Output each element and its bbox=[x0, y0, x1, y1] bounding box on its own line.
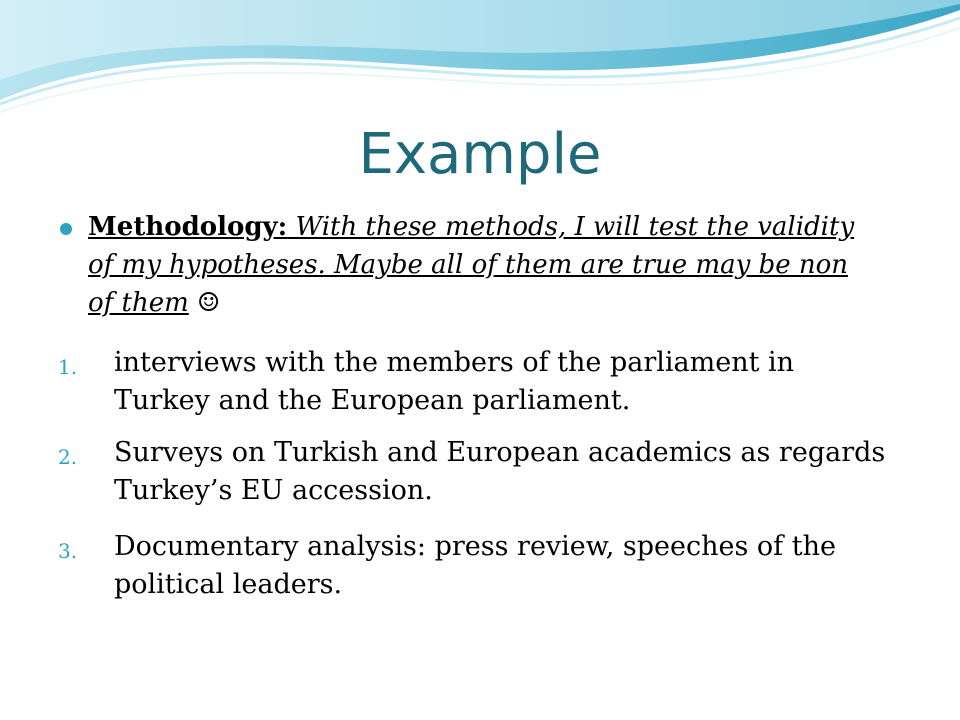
smiley-icon: ☺ bbox=[197, 288, 221, 318]
list-item-text: Surveys on Turkish and European academics as regards Turkey’s EU accession. bbox=[114, 437, 886, 506]
list-item bbox=[58, 528, 898, 604]
bullet-dot-icon bbox=[60, 223, 72, 235]
list-item-text: Documentary analysis: press review, speeches of the political leaders. bbox=[114, 531, 836, 600]
list-number: 1. bbox=[58, 355, 78, 379]
list-number: 2. bbox=[58, 445, 78, 469]
list-item bbox=[58, 434, 898, 510]
list-number: 3. bbox=[58, 539, 78, 563]
methodology-text bbox=[88, 208, 880, 322]
methodology-heading: Methodology: bbox=[88, 212, 288, 242]
slide-title: Example bbox=[358, 122, 602, 187]
list-item bbox=[58, 344, 898, 420]
methodology-body: With these methods, I will test the validity of my hypotheses. Maybe all of them are true may be non of them bbox=[88, 212, 855, 318]
decorative-wave-header bbox=[0, 0, 960, 120]
methodology-bullet bbox=[60, 208, 880, 322]
list-item-text: interviews with the members of the parliament in Turkey and the European parliament. bbox=[114, 347, 795, 416]
